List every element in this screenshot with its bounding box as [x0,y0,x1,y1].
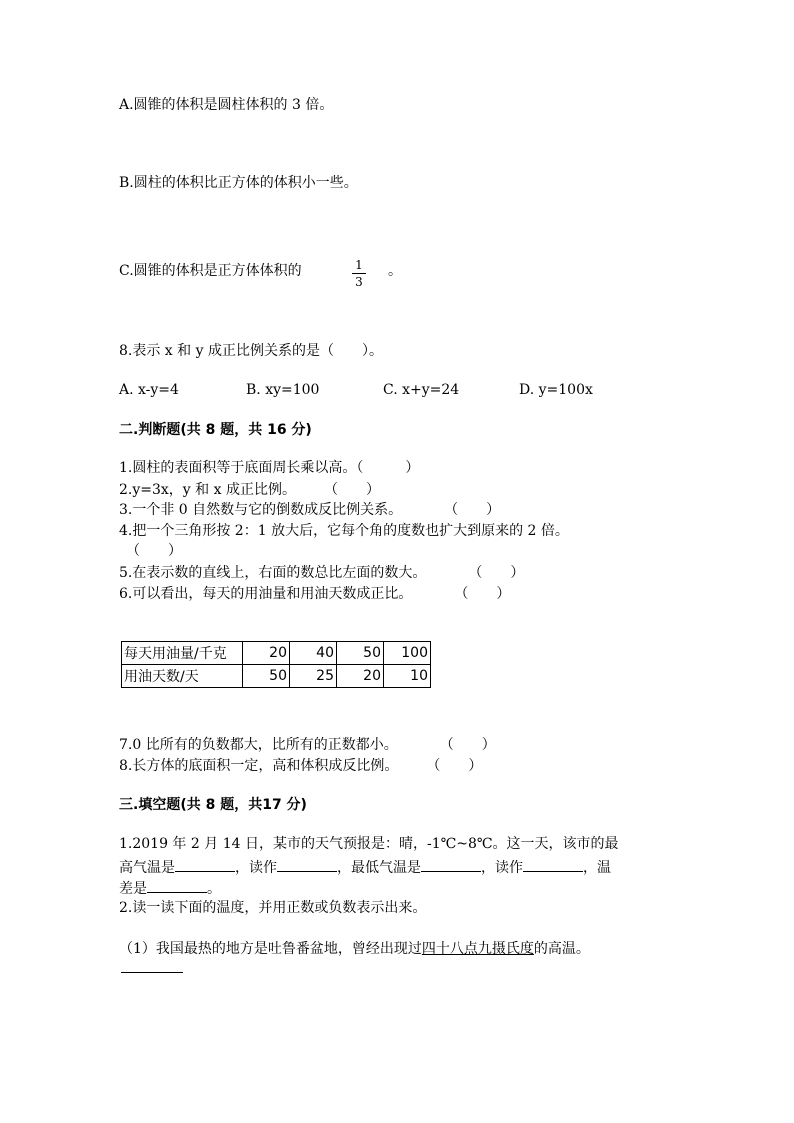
q7-option-a: A.圆锥的体积是圆柱体积的 3 倍。 [119,97,334,113]
judge-item-2: 2.y=3x，y 和 x 成正比例。 （ ） [119,482,380,498]
judge-item-4-paren: （ ） [119,543,182,559]
q7-option-c-end: 。 [388,263,402,279]
q7-option-c-text: C.圆锥的体积是正方体体积的 [119,263,302,279]
fill-q1-line3 [119,878,221,898]
table-cell: 50 [337,642,384,665]
answer-blank[interactable] [523,857,583,872]
fill-q1-text: 差是 [119,881,147,897]
judge-item-5: 5.在表示数的直线上，右面的数总比左面的数大。 （ ） [119,565,525,581]
table-cell: 50 [243,665,290,688]
fill-q1-text: 高气温是 [119,860,175,876]
judge-item-1: 1.圆柱的表面积等于底面周长乘以高。（ ） [119,460,420,476]
fraction-one-third [352,258,366,289]
answer-blank[interactable] [147,878,207,893]
answer-blank[interactable] [121,972,183,973]
fill-q2-sub1-text: 的高温。 [533,941,590,957]
oil-usage-table [121,641,431,688]
underlined-temperature: 四十八点九摄氏度 [421,941,534,957]
answer-blank[interactable] [175,857,235,872]
judge-item-8: 8.长方体的底面积一定，高和体积成反比例。 （ ） [119,758,483,774]
fill-q1-text: ，读作 [235,860,277,876]
fill-q1-text: 。 [207,881,221,897]
fill-q1-text: ，最低气温是 [337,860,421,876]
table-cell: 10 [384,665,431,688]
fill-q1-line1: 1.2019 年 2 月 14 日，某市的天气预报是：晴，-1℃~8℃。这一天，该市的最 [119,836,619,852]
fill-q2-stem: 2.读一读下面的温度，并用正数或负数表示出来。 [119,900,427,916]
judge-item-6: 6.可以看出，每天的用油量和用油天数成正比。 （ ） [119,586,511,602]
judge-item-3: 3.一个非 0 自然数与它的倒数成反比例关系。 （ ） [119,502,501,518]
fraction-numerator: 1 [355,258,363,272]
table-cell: 20 [337,665,384,688]
answer-blank[interactable] [421,857,481,872]
table-row [122,665,431,688]
table-cell: 用油天数/天 [122,665,243,688]
table-cell: 每天用油量/千克 [122,642,243,665]
fill-q2-sub1-text: （1）我国最热的地方是吐鲁番盆地，曾经出现过 [119,941,422,957]
table-cell: 20 [243,642,290,665]
table-row [122,642,431,665]
q8-option-d: D. y=100x [519,382,593,398]
table-cell: 40 [290,642,337,665]
q8-option-b: B. xy=100 [246,382,320,398]
fill-q1-text: ，读作 [481,860,523,876]
fill-q1-text: ，温 [583,860,611,876]
fraction-denominator: 3 [355,275,363,289]
q7-option-c [119,262,302,280]
q7-option-b: B.圆柱的体积比正方体的体积小一些。 [119,175,358,191]
fill-q1-line2 [119,857,611,877]
section2-title: 二.判断题(共 8 题，共 16 分) [119,422,312,438]
judge-item-7: 7.0 比所有的负数都大，比所有的正数都小。 （ ） [119,737,496,753]
table-cell: 100 [384,642,431,665]
fraction-bar [352,273,366,274]
q8-option-c: C. x+y=24 [383,382,460,398]
answer-blank[interactable] [277,857,337,872]
judge-item-4: 4.把一个三角形按 2：1 放大后，它每个角的度数也扩大到原来的 2 倍。 [119,523,569,539]
section3-title: 三.填空题(共 8 题，共17 分) [119,797,307,813]
table-cell: 25 [290,665,337,688]
q8-stem: 8.表示 x 和 y 成正比例关系的是（ ）。 [119,343,383,359]
fill-q2-sub1 [119,940,590,958]
q8-option-a: A. x-y=4 [119,382,179,398]
